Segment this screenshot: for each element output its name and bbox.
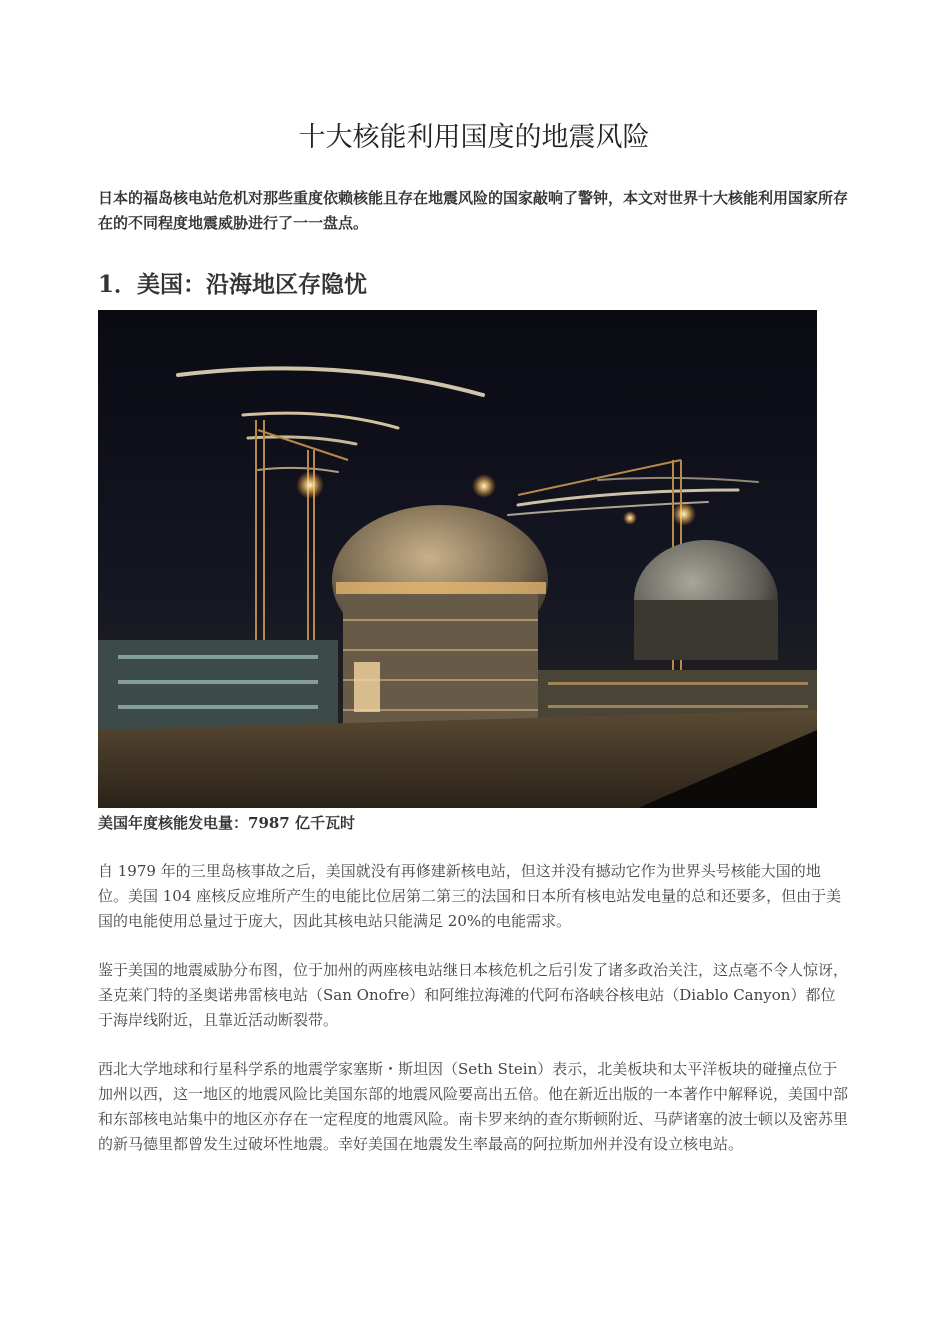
page-title: 十大核能利用国度的地震风险 (298, 122, 650, 153)
image-caption: 美国年度核能发电量：7987 亿千瓦时 (98, 814, 355, 832)
intro-paragraph: 日本的福岛核电站危机对那些重度依赖核能且存在地震风险的国家敲响了警钟，本文对世界十大核能利用国家所存在的不同程度地震威胁进行了一一盘点。 (98, 189, 849, 232)
body-paragraph: 自 1979 年的三里岛核事故之后，美国就没有再修建新核电站，但这并没有撼动它作为世界头号核能大国的地位。美国 104 座核反应堆所产生的电能比位居第二第三的法国和日本所有核电站发电量的总和还要多，但由于美国的电能使用总量过于庞大，因此其核电站只能满足 20%的电能需求。 (98, 862, 842, 930)
section-heading-usa: 1．美国：沿海地区存隐忧 (98, 271, 368, 298)
body-paragraph: 西北大学地球和行星科学系的地震学家塞斯・斯坦因（Seth Stein）表示，北美板块和太平洋板块的碰撞点位于加州以西，这一地区的地震风险比美国东部的地震风险要高出五倍。他在新近出版的一本著作中解释说，美国中部和东部核电站集中的地区亦存在一定程度的地震风险。南卡罗来纳的查尔斯顿附近、马萨诸塞的波士顿以及密苏里的新马德里都曾发生过破坏性地震。幸好美国在地震发生率最高的阿拉斯加州并没有设立核电站。 (98, 1060, 849, 1153)
nuclear-plant-photo (98, 310, 817, 808)
body-paragraph: 鉴于美国的地震威胁分布图，位于加州的两座核电站继日本核危机之后引发了诸多政治关注，这点毫不令人惊讶，圣克莱门特的圣奥诺弗雷核电站（San Onofre）和阿维拉海滩的代阿布洛峡谷核电站（Diablo Canyon）都位于海岸线附近，且靠近活动断裂带。 (98, 961, 849, 1029)
